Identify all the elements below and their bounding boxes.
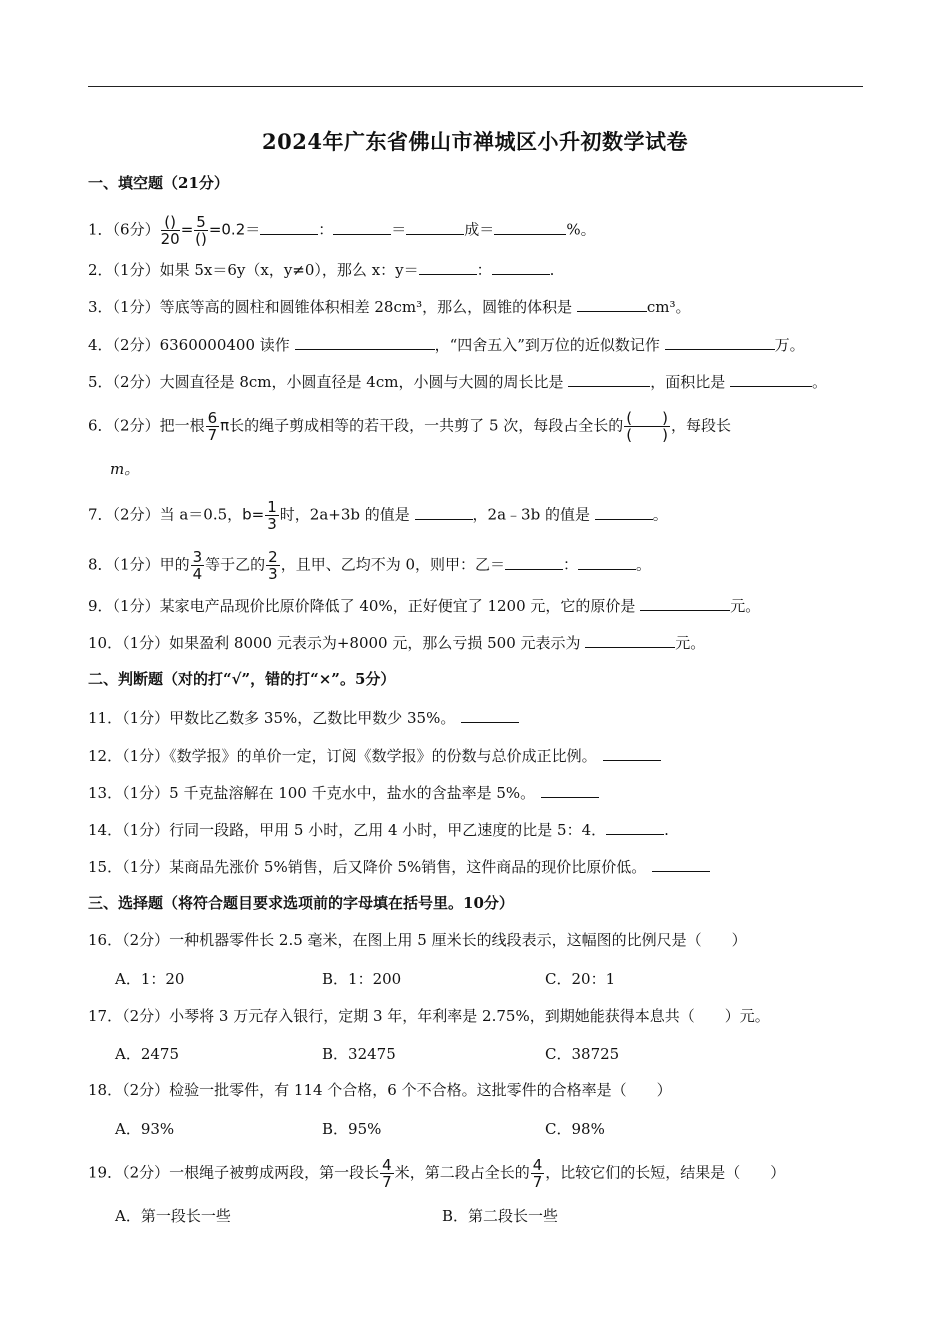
fraction: $\frac{()}{20}$ — [160, 213, 180, 248]
answer-blank[interactable] — [665, 334, 775, 350]
question-2: 2．（1分）如果 5x＝6y（x，y≠0），那么 x：y＝ ： . — [88, 261, 555, 279]
answer-blank[interactable] — [295, 334, 435, 350]
section-heading-multiple-choice: 三、选择题（将符合题目要求选项前的字母填在括号里。10分） — [88, 894, 514, 912]
question-1: 1．（6分） $\frac{()}{20}$ = $\frac{5}{()}$ =0.2＝ ： ＝ 成＝ %。 — [88, 213, 596, 248]
fraction: $\frac{4}{7}$ — [532, 1156, 543, 1191]
option-b[interactable]: B．32475 — [322, 1045, 396, 1063]
answer-blank[interactable] — [730, 371, 812, 387]
section-heading-fill-blank: 一、填空题（21分） — [88, 174, 229, 192]
question-8: 8．（1分）甲的 $\frac{3}{4}$ 等于乙的 $\frac{2}{3}$ ，且甲、乙均不为 0，则甲：乙＝ ： 。 — [88, 548, 652, 583]
answer-blank[interactable] — [494, 219, 566, 235]
fraction: $\frac{2}{3}$ — [268, 548, 278, 583]
question-14: 14．（1分）行同一段路，甲用 5 小时，乙用 4 小时，甲乙速度的比是 5：4． . — [88, 821, 669, 839]
answer-blank[interactable] — [415, 504, 473, 520]
option-c[interactable]: C．20：1 — [545, 970, 616, 988]
option-a[interactable]: A．第一段长一些 — [115, 1207, 231, 1225]
question-6: 6．（2分）把一根 $\frac{6}{7}$ π长的绳子剪成相等的若干段，一共剪了 5 次，每段占全长的 $\frac{( )}{( )}$ ，每段长 — [88, 409, 731, 444]
answer-blank[interactable] — [577, 296, 647, 312]
option-c[interactable]: C．98% — [545, 1120, 605, 1138]
fraction: $\frac{1}{3}$ — [267, 498, 277, 533]
answer-blank[interactable] — [419, 259, 477, 275]
question-3: 3．（1分）等底等高的圆柱和圆锥体积相差 28cm³，那么，圆锥的体积是 cm³。 — [88, 298, 691, 316]
section-heading-true-false: 二、判断题（对的打“√”，错的打“×”。5分） — [88, 670, 396, 688]
answer-blank[interactable] — [606, 819, 664, 835]
answer-blank[interactable] — [585, 632, 675, 648]
question-17: 17．（2分）小琴将 3 万元存入银行，定期 3 年，年利率是 2.75%，到期她能获得本息共（ ）元。 — [88, 1007, 770, 1025]
fraction: $\frac{3}{4}$ — [192, 548, 203, 583]
answer-blank[interactable] — [568, 371, 650, 387]
question-18: 18．（2分）检验一批零件，有 114 个合格，6 个不合格。这批零件的合格率是（ ） — [88, 1081, 672, 1099]
option-b[interactable]: B．95% — [322, 1120, 382, 1138]
answer-blank[interactable] — [578, 554, 636, 570]
question-9: 9．（1分）某家电产品现价比原价降低了 40%，正好便宜了 1200 元，它的原价是 元。 — [88, 597, 761, 615]
answer-blank[interactable] — [461, 707, 519, 723]
question-6-continued: m。 — [110, 460, 140, 478]
option-a[interactable]: A．93% — [115, 1120, 175, 1138]
answer-blank[interactable] — [640, 595, 730, 611]
question-10: 10．（1分）如果盈利 8000 元表示为+8000 元，那么亏损 500 元表示为 元。 — [88, 634, 706, 652]
fraction: $\frac{6}{7}$ — [207, 409, 218, 444]
answer-blank[interactable] — [595, 504, 653, 520]
question-5: 5．（2分）大圆直径是 8cm，小圆直径是 4cm，小圆与大圆的周长比是 ，面积比是 。 — [88, 373, 828, 391]
option-b[interactable]: B．1：200 — [322, 970, 402, 988]
question-11: 11．（1分）甲数比乙数多 35%，乙数比甲数少 35%。 — [88, 707, 870, 728]
question-12: 12．（1分）《数学报》的单价一定，订阅《数学报》的份数与总价成正比例。 — [88, 745, 870, 766]
question-19: 19．（2分）一根绳子被剪成两段，第一段长 $\frac{4}{7}$ 米，第二段占全长的 $\frac{4}{7}$ ，比较它们的长短，结果是（ ） — [88, 1156, 786, 1191]
question-15: 15．（1分）某商品先涨价 5%销售，后又降价 5%销售，这件商品的现价比原价低。 — [88, 856, 870, 877]
option-c[interactable]: C．38725 — [545, 1045, 620, 1063]
answer-blank[interactable] — [406, 219, 464, 235]
question-7: 7．（2分）当 a＝0.5，b= $\frac{1}{3}$ 时，2a+3b 的值是 ，2a﹣3b 的值是 。 — [88, 498, 668, 533]
header-rule — [88, 86, 863, 87]
option-a[interactable]: A．1：20 — [115, 970, 185, 988]
fraction: $\frac{4}{7}$ — [382, 1156, 392, 1191]
option-b[interactable]: B．第二段长一些 — [442, 1207, 559, 1225]
fraction: $\frac{5}{()}$ — [195, 213, 207, 248]
question-4: 4．（2分）6360000400 读作 ，“四舍五入”到万位的近似数记作 万。 — [88, 336, 805, 354]
question-13: 13．（1分）5 千克盐溶解在 100 千克水中，盐水的含盐率是 5%。 — [88, 782, 870, 803]
question-16: 16．（2分）一种机器零件长 2.5 毫米，在图上用 5 厘米长的线段表示，这幅图的比例尺是（ ） — [88, 931, 747, 949]
answer-blank[interactable] — [260, 219, 318, 235]
answer-blank[interactable] — [541, 782, 599, 798]
answer-blank[interactable] — [652, 856, 710, 872]
answer-blank[interactable] — [492, 259, 550, 275]
option-a[interactable]: A．2475 — [115, 1045, 180, 1063]
answer-blank[interactable] — [603, 745, 661, 761]
page-title: 2024年广东省佛山市禅城区小升初数学试卷 — [262, 129, 688, 154]
answer-blank[interactable] — [333, 219, 391, 235]
answer-blank[interactable] — [505, 554, 563, 570]
answer-fraction[interactable]: $\frac{( )}{( )}$ — [626, 409, 668, 444]
